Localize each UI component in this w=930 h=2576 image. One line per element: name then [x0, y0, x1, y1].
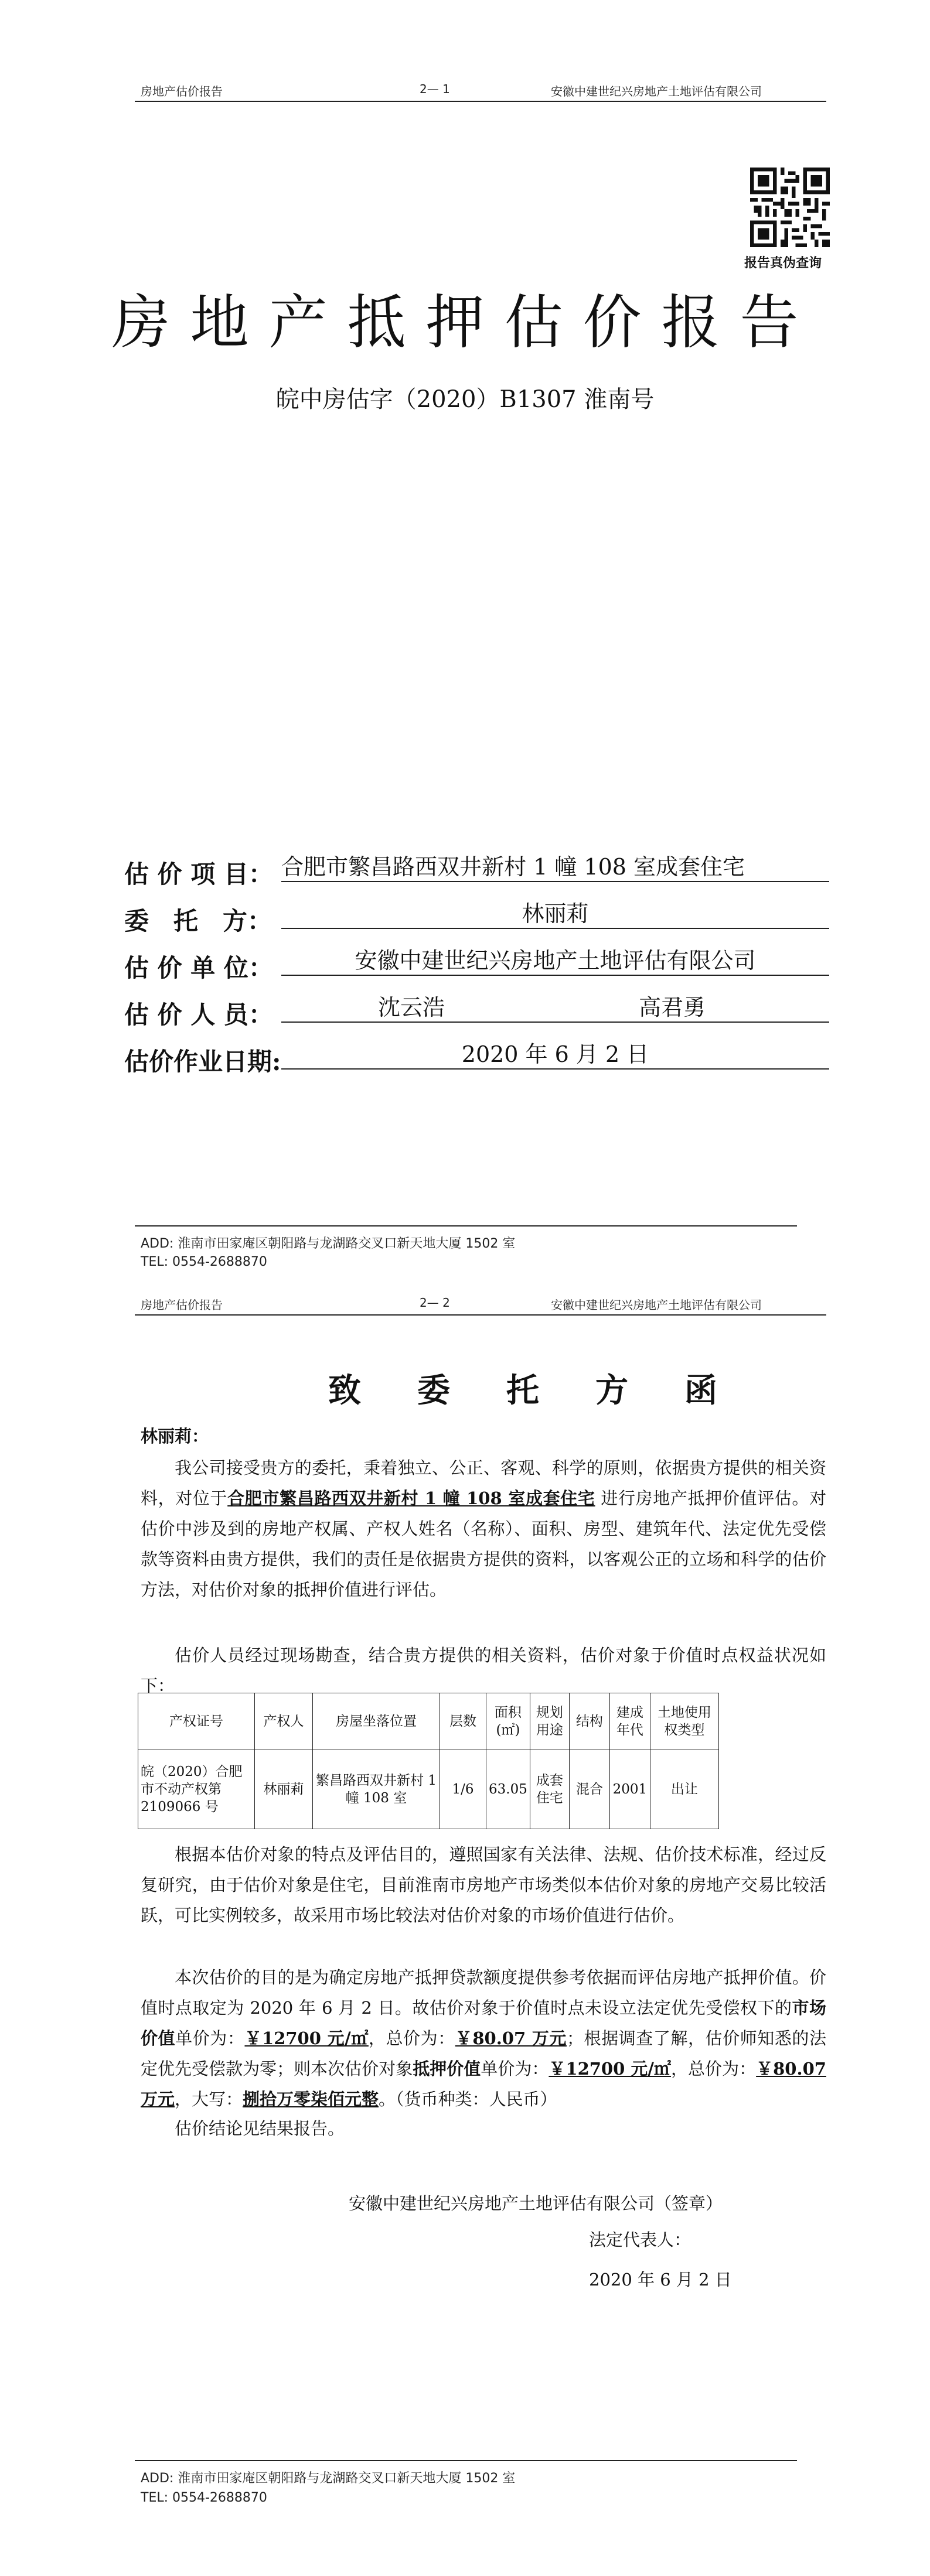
td-land-use-type: 出让 [650, 1750, 718, 1829]
mortgage-total-price: ￥80.07 万元 [141, 2059, 826, 2109]
th-location: 房屋坐落位置 [313, 1693, 440, 1750]
para4-c: 单价为： [175, 2028, 245, 2048]
amount-in-words: 捌拾万零柒佰元整 [243, 2089, 379, 2109]
page2-footer-rule [135, 2460, 797, 2461]
page2-footer-tel: TEL: 0554-2688870 [141, 2490, 267, 2505]
th-area: 面积(㎡) [486, 1693, 530, 1750]
page2-header-page-number: 2— 2 [420, 1296, 450, 1310]
table-row [138, 1750, 719, 1829]
salutation: 林丽莉： [141, 1426, 209, 1446]
page1-header-right: 安徽中建世纪兴房地产土地评估有限公司 [551, 84, 762, 98]
td-cert-no: 皖（2020）合肥市不动产权第 2109066 号 [138, 1750, 255, 1829]
page1-header-left: 房地产估价报告 [141, 84, 223, 98]
staff-name-1: 沈云浩 [378, 995, 445, 1020]
paragraph-commission [141, 1453, 826, 1605]
page1-header-rule [135, 101, 826, 102]
signature-legal-rep: 法定代表人： [589, 2230, 691, 2250]
report-number: 皖中房估字（2020）B1307 淮南号 [275, 386, 655, 413]
signature-company: 安徽中建世纪兴房地产土地评估有限公司（签章） [349, 2194, 723, 2213]
letter-title: 致委托方函 [328, 1371, 774, 1410]
paragraph-valuation-result [141, 1962, 826, 2114]
para4-m: ，大写： [175, 2089, 243, 2109]
th-land-use-type: 土地使用权类型 [650, 1693, 718, 1750]
th-structure: 结构 [569, 1693, 609, 1750]
project-label: 估 价 项 目： [124, 860, 273, 889]
page1-footer-address: ADD: 淮南市田家庵区朝阳路与龙湖路交叉口新天地大厦 1502 室 [141, 1236, 516, 1251]
property-table [138, 1693, 719, 1829]
page2-header-left: 房地产估价报告 [141, 1298, 223, 1312]
td-floors: 1/6 [440, 1750, 486, 1829]
para4-k: ，总价为： [671, 2059, 757, 2079]
qr-code-icon[interactable] [750, 168, 830, 247]
property-address: 合肥市繁昌路西双井新村 1 幢 108 室成套住宅 [227, 1488, 595, 1508]
qr-caption: 报告真伪查询 [744, 256, 822, 271]
th-owner: 产权人 [255, 1693, 313, 1750]
td-area: 63.05 [486, 1750, 530, 1829]
td-structure: 混合 [569, 1750, 609, 1829]
page2-header-rule [135, 1314, 826, 1316]
mortgage-unit-price: ￥12700 元/㎡ [549, 2059, 672, 2079]
staff-label: 估 价 人 员： [124, 1000, 273, 1029]
para4-a: 本次估价的目的是为确定房地产抵押贷款额度提供参考依据而评估房地产抵押价值。价值时点取定为 2020 年 6 月 2 日。故估价对象于价值时点未设立法定优先受偿权下的 [141, 1967, 826, 2018]
th-usage: 规划用途 [530, 1693, 569, 1750]
market-value-label: 市场价值 [141, 1998, 826, 2048]
market-unit-price: ￥12700 元/㎡ [244, 2028, 369, 2048]
para4-o: 。（货币种类：人民币） [379, 2089, 557, 2109]
staff-name-2: 高君勇 [639, 995, 706, 1020]
para4-g: ；根据调查了解，估价师知悉的法定优先受偿款为零；则本次估价对象 [141, 2028, 826, 2079]
page2-footer-address: ADD: 淮南市田家庵区朝阳路与龙湖路交叉口新天地大厦 1502 室 [141, 2471, 516, 2486]
paragraph-see-result: 估价结论见结果报告。 [175, 2119, 345, 2138]
staff-row [281, 995, 829, 1023]
page2-header-right: 安徽中建世纪兴房地产土地评估有限公司 [551, 1298, 762, 1312]
para4-e: ，总价为： [368, 2028, 455, 2048]
td-usage: 成套住宅 [530, 1750, 569, 1829]
para1-text-c: 进行房地产抵押价值评估。对估价中涉及到的房地产权属、产权人姓名（名称）、面积、房型、建筑年代、法定优先受偿款等资料由贵方提供，我们的责任是依据贵方提供的资料，以客观公正的立场和科学的估价方法，对估价对象的抵押价值进行评估。 [141, 1488, 826, 1600]
client-value: 林丽莉 [281, 901, 829, 929]
client-label: 委 托 方： [124, 907, 272, 935]
page1-header-page-number: 2— 1 [420, 82, 450, 96]
td-owner: 林丽莉 [255, 1750, 313, 1829]
market-total-price: ￥80.07 万元 [455, 2028, 567, 2048]
date-label: 估价作业日期: [124, 1047, 281, 1076]
report-title: 房地产抵押估价报告 [111, 288, 819, 357]
td-location: 繁昌路西双井新村 1 幢 108 室 [313, 1750, 440, 1829]
signature-date: 2020 年 6 月 2 日 [589, 2270, 732, 2290]
para1-text-a: 我公司接受贵方的委托，秉着独立、公正、客观、科学的原则，依据贵方提供的相关资料，对位于 [141, 1458, 826, 1508]
paragraph-site-survey: 估价人员经过现场勘查，结合贵方提供的相关资料，估价对象于价值时点权益状况如下： [141, 1645, 826, 1696]
unit-value: 安徽中建世纪兴房地产土地评估有限公司 [281, 948, 829, 976]
th-year: 建成年代 [609, 1693, 650, 1750]
project-value: 合肥市繁昌路西双井新村 1 幢 108 室成套住宅 [281, 854, 829, 882]
page1-footer-tel: TEL: 0554-2688870 [141, 1255, 267, 1269]
page1-footer-rule [135, 1225, 797, 1226]
mortgage-value-label: 抵押价值 [413, 2059, 481, 2079]
th-floors: 层数 [440, 1693, 486, 1750]
date-value: 2020 年 6 月 2 日 [281, 1041, 829, 1070]
unit-label: 估 价 单 位： [124, 954, 273, 982]
table-header-row [138, 1693, 719, 1750]
th-cert-no: 产权证号 [138, 1693, 255, 1750]
para4-i: 单价为： [481, 2059, 549, 2079]
td-year: 2001 [609, 1750, 650, 1829]
paragraph-method: 根据本估价对象的特点及评估目的，遵照国家有关法律、法规、估价技术标准，经过反复研究，由于估价对象是住宅，目前淮南市房地产市场类似本估价对象的房地产交易比较活跃，可比实例较多，故采用市场比较法对估价对象的市场价值进行估价。 [141, 1844, 826, 1925]
